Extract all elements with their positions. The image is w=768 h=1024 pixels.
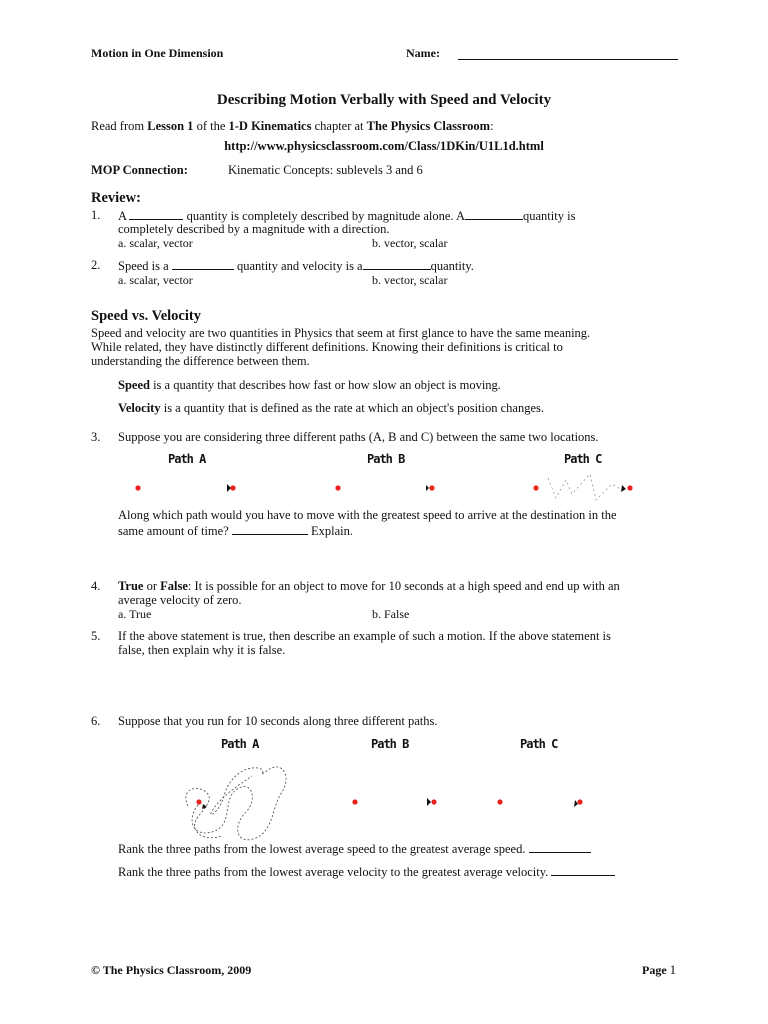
q6-rank-speed: [118, 841, 591, 856]
footer-page-label: Page: [642, 963, 667, 977]
reading-pre: Read from: [91, 119, 148, 133]
q2-text-b: quantity and velocity is a: [236, 259, 363, 273]
q6-path-c-arrowhead: [574, 800, 578, 807]
q6-rank-speed-blank[interactable]: [529, 841, 591, 853]
q5-line2: false, then explain why it is false.: [118, 643, 286, 657]
q3-num: 3.: [91, 430, 101, 444]
q2-text-a: Speed is a: [118, 259, 169, 273]
q3-ask-line1: Along which path would you have to move with the greatest speed to arrive at the destination in the: [118, 508, 617, 522]
q6-path-c-label: Path C: [520, 737, 558, 751]
mop-value: Kinematic Concepts: sublevels 3 and 6: [228, 163, 423, 177]
q6-path-b-label: Path B: [371, 737, 409, 751]
speed-term: Speed: [118, 378, 150, 392]
q3-path-c-label: Path C: [564, 452, 602, 466]
q1-option-a[interactable]: a. scalar, vector: [118, 236, 193, 250]
velocity-def: is a quantity that is defined as the rate at which an object's position changes.: [160, 401, 544, 415]
q4-true-word: True: [118, 579, 144, 593]
sv-para-3: understanding the difference between them.: [91, 354, 310, 368]
name-label: Name:: [406, 46, 440, 60]
q6-path-c-end-dot: [577, 799, 582, 804]
reading-mid: of the: [193, 119, 229, 133]
q6-path-a-start-dot: [196, 799, 201, 804]
q4-num: 4.: [91, 579, 101, 593]
q3-ask-text-b: Explain.: [310, 524, 353, 538]
page-title: Describing Motion Verbally with Speed and Velocity: [216, 92, 552, 108]
q6-path-b-start-dot: [352, 799, 357, 804]
q6-text: Suppose that you run for 10 seconds along three different paths.: [118, 714, 438, 728]
q6-rank-speed-text: Rank the three paths from the lowest average speed to the greatest average speed.: [118, 842, 526, 856]
header-title: Motion in One Dimension: [91, 46, 224, 60]
q6-path-a-label: Path A: [221, 737, 259, 751]
q3-ask-text-a: same amount of time?: [118, 524, 229, 538]
q4-line2: average velocity of zero.: [118, 593, 242, 607]
q3-path-b-label: Path B: [367, 452, 405, 466]
q2-num: 2.: [91, 258, 101, 272]
footer-page-number: 1: [669, 962, 677, 977]
q3-text: Suppose you are considering three different paths (A, B and C) between the same two locations.: [118, 430, 599, 444]
sv-para-2: While related, they have distinctly different definitions. Knowing their definitions is critical to: [91, 340, 563, 354]
q5-line1: If the above statement is true, then describe an example of such a motion. If the above statement is: [118, 629, 611, 643]
q1-line2: completely described by a magnitude with a direction.: [118, 222, 390, 236]
review-heading: Review:: [91, 190, 141, 206]
q6-num: 6.: [91, 714, 101, 728]
q6-path-b-end-dot: [431, 799, 436, 804]
reading-chapter: 1-D Kinematics: [228, 119, 312, 133]
q6-path-b-arrowhead: [427, 798, 431, 806]
sv-para-1: Speed and velocity are two quantities in Physics that seem at first glance to have the same meaning.: [91, 326, 591, 340]
q6-rank-velocity-blank[interactable]: [551, 864, 615, 876]
q2-option-a[interactable]: a. scalar, vector: [118, 273, 193, 287]
q6-path-a-curve: [192, 767, 286, 840]
q2-option-b[interactable]: b. vector, scalar: [372, 273, 448, 287]
reading-mid2: chapter at: [311, 119, 367, 133]
reading-url[interactable]: http://www.physicsclassroom.com/Class/1DKin/U1L1d.html: [224, 139, 544, 153]
q6-rank-velocity-text: Rank the three paths from the lowest average velocity to the greatest average velocity.: [118, 865, 549, 879]
reading-site: The Physics Classroom: [366, 119, 491, 133]
q4-false-word: False: [160, 579, 188, 593]
reading-lesson: Lesson 1: [147, 119, 194, 133]
mop-label: MOP Connection:: [91, 163, 188, 177]
q3-path-a-label: Path A: [168, 452, 206, 466]
q4-option-b[interactable]: b. False: [372, 607, 410, 621]
q4-text1: : It is possible for an object to move for 10 seconds at a high speed and end up with an: [187, 579, 620, 593]
q1-text-c: quantity is: [523, 209, 576, 223]
reading-post: :: [490, 119, 494, 133]
q2-text-c: quantity.: [430, 259, 474, 273]
q1-text-a: A: [118, 209, 127, 223]
q4-or: or: [143, 579, 161, 593]
speed-velocity-heading: Speed vs. Velocity: [91, 308, 201, 324]
footer-page: [642, 963, 676, 977]
q6-rank-velocity: [118, 864, 615, 879]
q5-num: 5.: [91, 629, 101, 643]
footer-copyright: © The Physics Classroom, 2009: [91, 963, 252, 977]
q6-path-c-start-dot: [497, 799, 502, 804]
velocity-term: Velocity: [118, 401, 161, 415]
q4-option-a[interactable]: a. True: [118, 607, 152, 621]
q1-text-b: quantity is completely described by magnitude alone. A: [186, 209, 465, 223]
q1-option-b[interactable]: b. vector, scalar: [372, 236, 448, 250]
speed-def: is a quantity that describes how fast or how slow an object is moving.: [149, 378, 501, 392]
q1-num: 1.: [91, 208, 101, 222]
